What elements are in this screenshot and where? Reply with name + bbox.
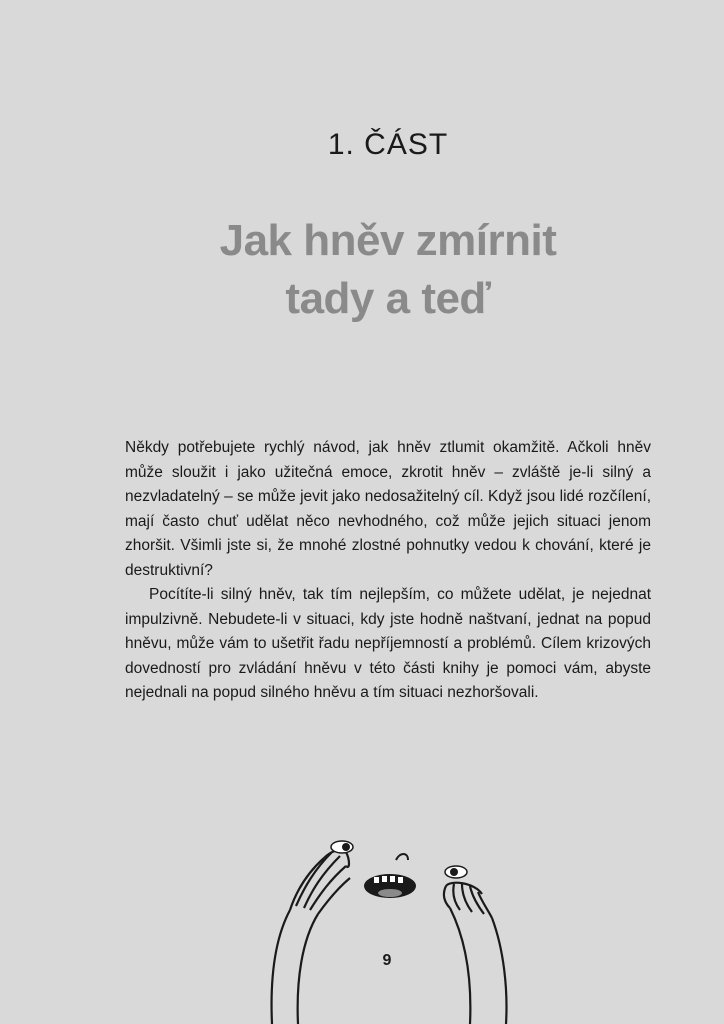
- page-number: 9: [382, 952, 392, 969]
- chapter-title: [0, 212, 724, 328]
- paragraph-2: Pocítíte-li silný hněv, tak tím nejlepším, co můžete udělat, je nejednat impulzivně. Nebudete-li v situaci, kdy jste hodně naštvaní, jednat na popud hněvu, může vám to ušetřit řadu nepříjemností a problémů. Cílem krizových dovedností pro zvládání hněvu v této části knihy je pomoci vám, abyste nejednali na popud silného hněvu a tím situaci nezhoršovali.: [125, 586, 651, 701]
- paragraph-1: Někdy potřebujete rychlý návod, jak hněv ztlumit okamžitě. Ačkoli hněv může sloužit i jako užitečná emoce, zkrotit hněv – zvláště je-li silný a nezvladatelný – se může jevit jako nedosažitelný cíl. Když jsou lidé rozčílení, mají často chuť udělat něco nevhodného, což může jejich situaci jenom zhoršit. Všimli jste si, že mnohé zlostné pohnutky vedou k chování, které je destruktivní?: [125, 439, 651, 579]
- screaming-monster-hands-icon: [250, 830, 530, 1024]
- chapter-title-line-1: Jak hněv zmírnit: [219, 216, 557, 265]
- body-text: [125, 436, 651, 706]
- chapter-title-line-2: tady a teď: [285, 274, 491, 323]
- part-label: 1. ČÁST: [327, 128, 449, 161]
